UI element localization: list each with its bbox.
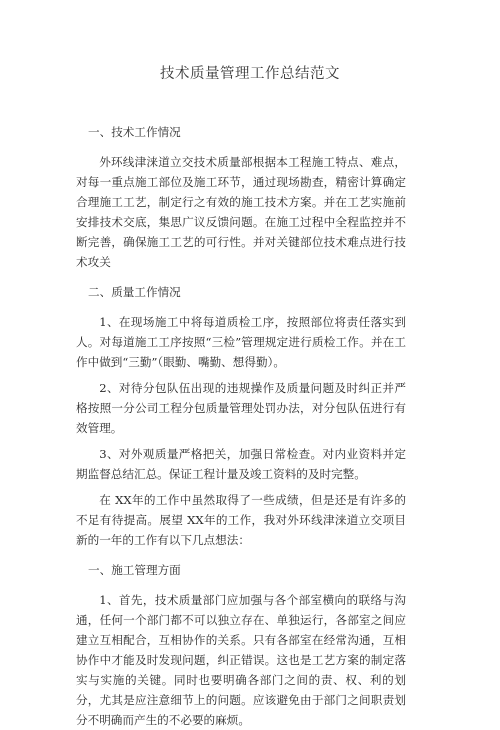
- paragraph-quality-2: 2、对待分包队伍出现的违规操作及质量问题及时纠正并严格按照一分公司工程分包质量管理处罚办法，对分包队伍进行有效管理。: [76, 381, 406, 435]
- paragraph-outlook: 在 XX年的工作中虽然取得了一些成绩，但是还是有许多的不足有待提高。展望 XX年的工作，我对外环线津涞道立交项目新的一年的工作有以下几点想法：: [76, 493, 406, 547]
- section-heading-technical: 一、技术工作情况: [88, 125, 181, 139]
- paragraph-quality-3: 3、对外观质量严格把关，加强日常检查。对内业资料并定期监督总结汇总。保证工程计量及竣工资料的及时完整。: [76, 447, 406, 481]
- paragraph-technical-work: 外环线津涞道立交技术质量部根据本工程施工特点、难点，对每一重点施工部位及施工环节，通过现场勘查，精密计算确定合理施工工艺，制定行之有效的施工技术方案。并在工艺实施前安排技术交底，集思广议反馈问题。在施工过程中全程监控并不断完善，确保施工工艺的可行性。并对关键部位技术难点进行技术攻关: [76, 155, 406, 269]
- section-heading-quality: 二、质量工作情况: [88, 285, 181, 299]
- document-body: [76, 122, 406, 730]
- paragraph-quality-1: 1、在现场施工中将每道质检工序，按照部位将责任落实到人。对每道施工工序按照“三检”管理规定进行质检工作。并在工作中做到“三勤”（眼勤、嘴勤、想得勤）。: [76, 315, 406, 369]
- paragraph-construction-1: 1、首先，技术质量部门应加强与各个部室横向的联络与沟通，任何一个部门都不可以独立存在、单独运行，各部室之间应建立互相配合，互相协作的关系。只有各部室在经常沟通，互相协作中才能及时发现问题，纠正错误。这也是工艺方案的制定落实与实施的关键。同时也要明确各部门之间的责、权、利的划分，尤其是应注意细节上的问题。应该避免由于部门之间职责划分不明确而产生的不必要的麻烦。: [76, 593, 406, 727]
- section-heading-construction: 一、施工管理方面: [88, 563, 181, 577]
- document-title: 技术质量管理工作总结范文: [160, 66, 340, 82]
